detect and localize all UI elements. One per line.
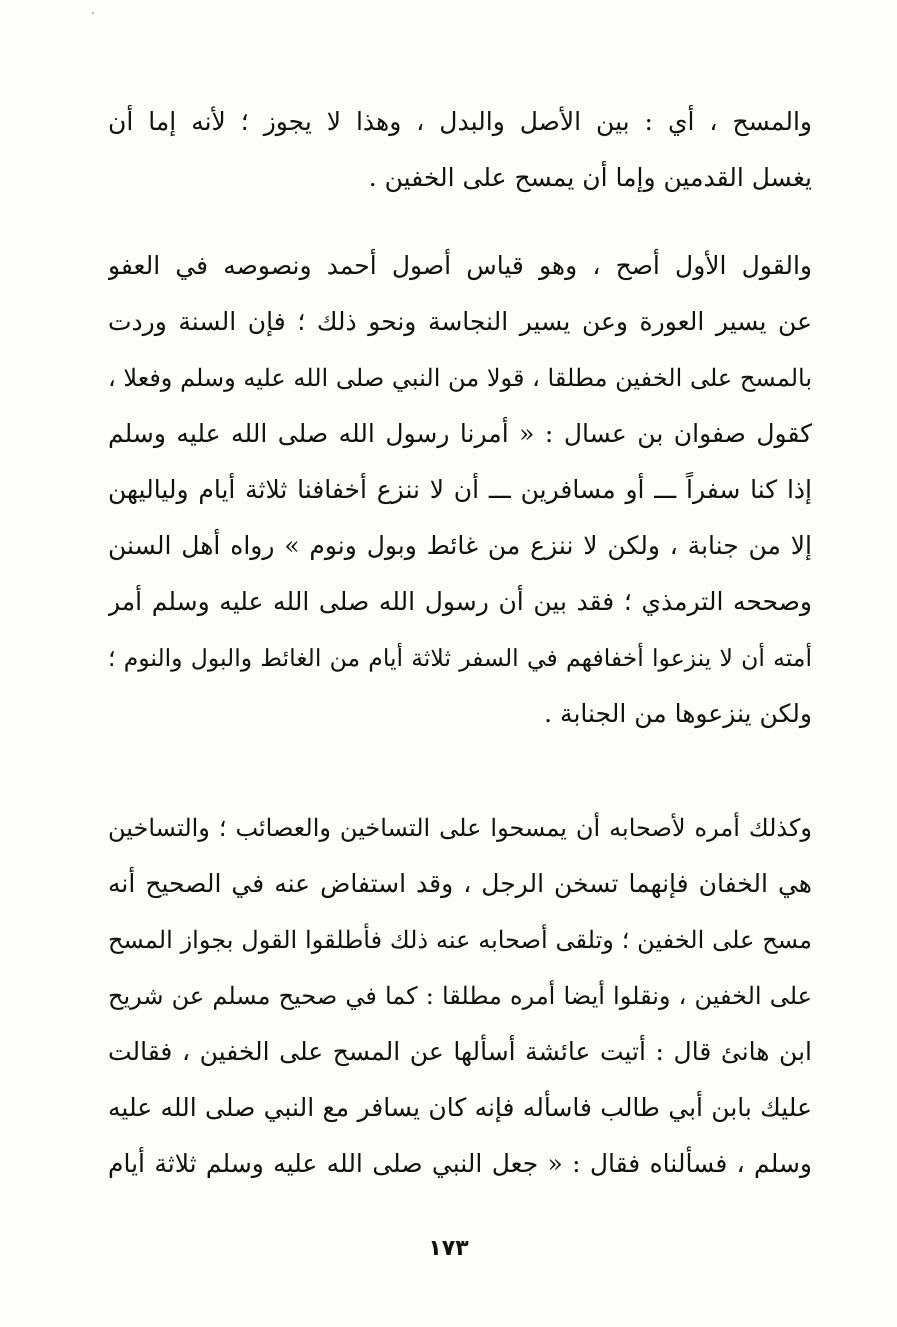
text-line: مسح على الخفين ؛ وتلقى أصحابه عنه ذلك فأطلقوا القول بجواز المسح [108,926,812,954]
text-line: على الخفين ، ونقلوا أيضا أمره مطلقا : كما في صحيح مسلم عن شريح [108,982,812,1010]
paragraph-1 [108,94,812,206]
page-number: ١٧٣ [428,1236,469,1261]
text-line: وسلم ، فسألناه فقال : « جعل النبي صلى الله عليه وسلم ثلاثة أيام [108,1149,812,1178]
text-line: وكذلك أمره لأصحابه أن يمسحوا على التساخين والعصائب ؛ والتساخين [108,814,812,842]
text-line: بالمسح على الخفين مطلقا ، قولا من النبي صلى الله عليه وسلم وفعلا ، [108,364,812,392]
text-line: والقول الأول أصح ، وهو قياس أصول أحمد ونصوصه في العفو [108,251,812,280]
text-line: عليك بابن أبي طالب فاسأله فإنه كان يسافر مع النبي صلى الله عليه [108,1093,812,1122]
text-line: إلا من جنابة ، ولكن لا ننزع من غائط وبول ونوم » رواه أهل السنن [108,531,812,560]
scan-speck [92,12,94,14]
text-line: والمسح ، أي : بين الأصل والبدل ، وهذا لا يجوز ؛ لأنه إما أن [108,107,812,136]
text-line: هي الخفان فإنهما تسخن الرجل ، وقد استفاض عنه في الصحيح أنه [108,869,812,898]
text-line: وصححه الترمذي ؛ فقد بين أن رسول الله صلى الله عليه وسلم أمر [108,587,812,616]
paragraph-3 [108,800,812,1192]
paragraph-2 [108,238,812,742]
text-line: ولكن ينزعوها من الجنابة . [544,699,812,728]
text-line: عن يسير العورة وعن يسير النجاسة ونحو ذلك ؛ فإن السنة وردت [108,307,812,336]
text-line: إذا كنا سفراً ـــ أو مسافرين ـــ أن لا ننزع أخفافنا ثلاثة أيام ولياليهن [108,475,812,504]
text-line: كقول صفوان بن عسال : « أمرنا رسول الله صلى الله عليه وسلم [108,419,812,448]
text-line: ابن هانئ قال : أتيت عائشة أسألها عن المسح على الخفين ، فقالت [108,1037,812,1066]
text-line: أمته أن لا ينزعوا أخفافهم في السفر ثلاثة أيام من الغائط والبول والنوم ؛ [108,644,812,672]
text-line: يغسل القدمين وإما أن يمسح على الخفين . [368,163,812,192]
